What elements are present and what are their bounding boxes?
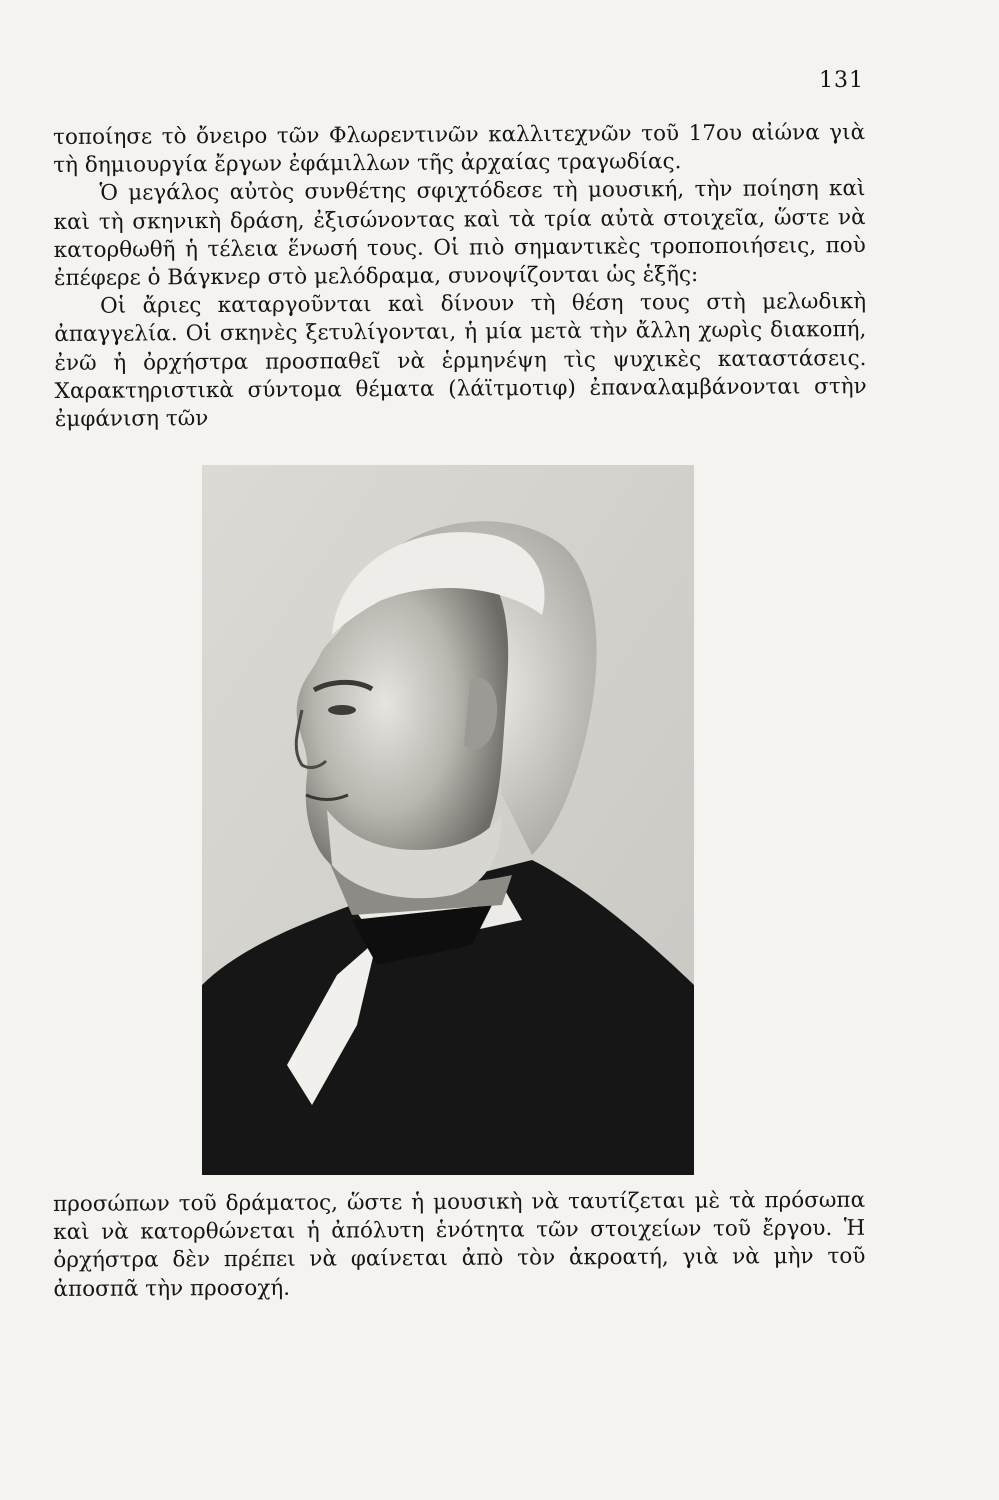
text-block-bottom bbox=[53, 1187, 866, 1304]
eye bbox=[328, 705, 356, 715]
paragraph-leitmotif-continued: προσώπων τοῦ δράματος, ὥστε ἡ μουσικὴ νὰ ταυτίζεται μὲ τὰ πρόσωπα καὶ νὰ κατορθώνεται ἡ ἀπόλυτη ἑνότητα τῶν στοιχείων τοῦ ἔργου. Ἡ ὀρχήστρα δὲν πρέπει νὰ φαίνεται ἀπὸ τὸν ἀκροατή, γιὰ νὰ μὴν τοῦ ἀποσπᾶ τὴν προσοχή. bbox=[53, 1187, 866, 1302]
paragraph-arias: Οἱ ἄριες καταργοῦνται καὶ δίνουν τὴ θέση τους στὴ μελωδικὴ ἀπαγγελία. Οἱ σκηνὲς ξετυλίγονται, ἡ μία μετὰ τὴν ἄλλη χωρὶς διακοπή, ἐνῶ ἡ ὀρχήστρα προσπαθεῖ νὰ ἑρμηνέψη τὶς ψυχικὲς καταστάσεις. Χαρακτηριστικὰ σύντομα θέματα (λάϊτμοτιφ) ἐπαναλαμβάνονται στὴν ἐμφάνιση τῶν bbox=[54, 289, 867, 433]
paragraph-wagner-summary: Ὁ μεγάλος αὐτὸς συνθέτης σφιχτόδεσε τὴ μουσική, τὴν ποίηση καὶ καὶ τὴ σκηνικὴ δράση, ἐξισώνοντας καὶ τὰ τρία αὐτὰ στοιχεῖα, ὥστε νὰ κατορθωθῆ ἡ τέλεια ἕνωσή τους. Οἱ πιὸ σημαντικὲς τροποποιήσεις, ποὺ ἐπέφερε ὁ Βάγκνερ στὸ μελόδραμα, συνοψίζονται ὡς ἑξῆς: bbox=[53, 176, 866, 292]
page-number: 131 bbox=[819, 68, 864, 93]
paragraph-continued: τοποίησε τὸ ὄνειρο τῶν Φλωρεντινῶν καλλιτεχνῶν τοῦ 17ου αἰώνα γιὰ τὴ δημιουργία ἔργων ἐφάμιλλων τῆς ἀρχαίας τραγωδίας. bbox=[53, 120, 866, 179]
portrait-photo bbox=[202, 465, 694, 1175]
text-block-top bbox=[53, 119, 867, 434]
